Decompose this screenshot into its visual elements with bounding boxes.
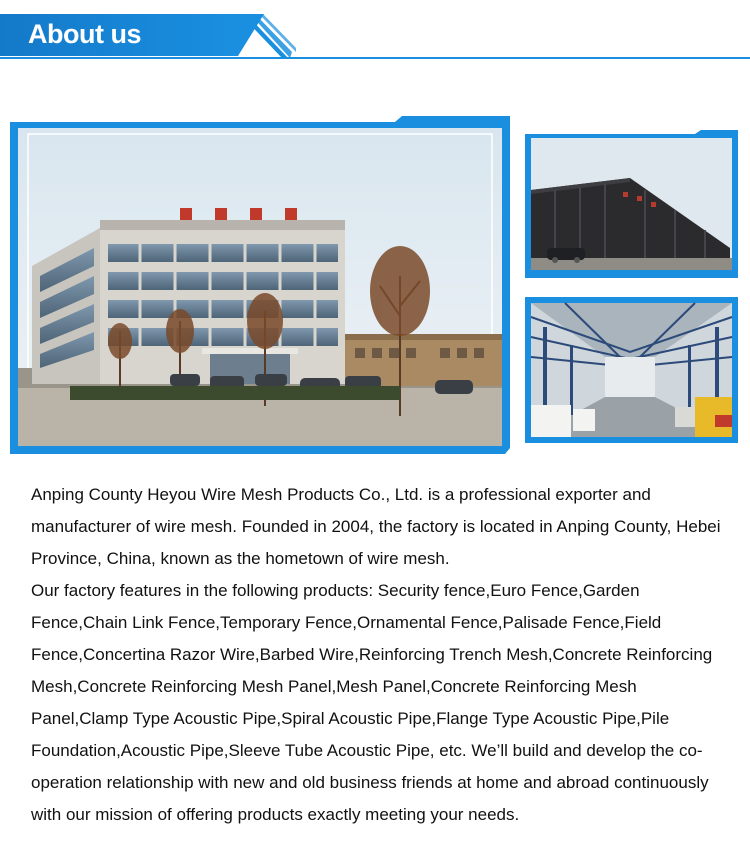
header-stripes-decoration [232, 14, 296, 58]
header-underline [0, 57, 750, 59]
section-header [0, 0, 750, 62]
company-building-photo [10, 116, 510, 454]
intro-paragraph: Anping County Heyou Wire Mesh Products Co., Ltd. is a professional exporter and manufacturer of wire mesh. Founded in 2004, the factory is located in Anping County, Hebei Province, China, known as the hometown of wire mesh. [31, 485, 721, 568]
about-text [31, 479, 731, 831]
section-title: About us [28, 19, 141, 49]
warehouse-interior-photo [525, 297, 738, 443]
factory-exterior-photo [525, 130, 738, 278]
products-paragraph: Our factory features in the following products: Security fence,Euro Fence,Garden Fence,Chain Link Fence,Temporary Fence,Ornamental Fence,Palisade Fence,Field Fence,Concertina Razor Wire,Barbed Wire,Reinforcing Trench Mesh,Concrete Reinforcing Mesh,Concrete Reinforcing Mesh Panel,Mesh Panel,Concrete Reinforcing Mesh Panel,Clamp Type Acoustic Pipe,Spiral Acoustic Pipe,Flange Type Acoustic Pipe,Pile Foundation,Acoustic Pipe,Sleeve Tube Acoustic Pipe, etc. We’ll build and develop the co-operation relationship with new and old business friends at home and abroad continuously with our mission of offering products exactly meeting your needs. [31, 581, 713, 824]
